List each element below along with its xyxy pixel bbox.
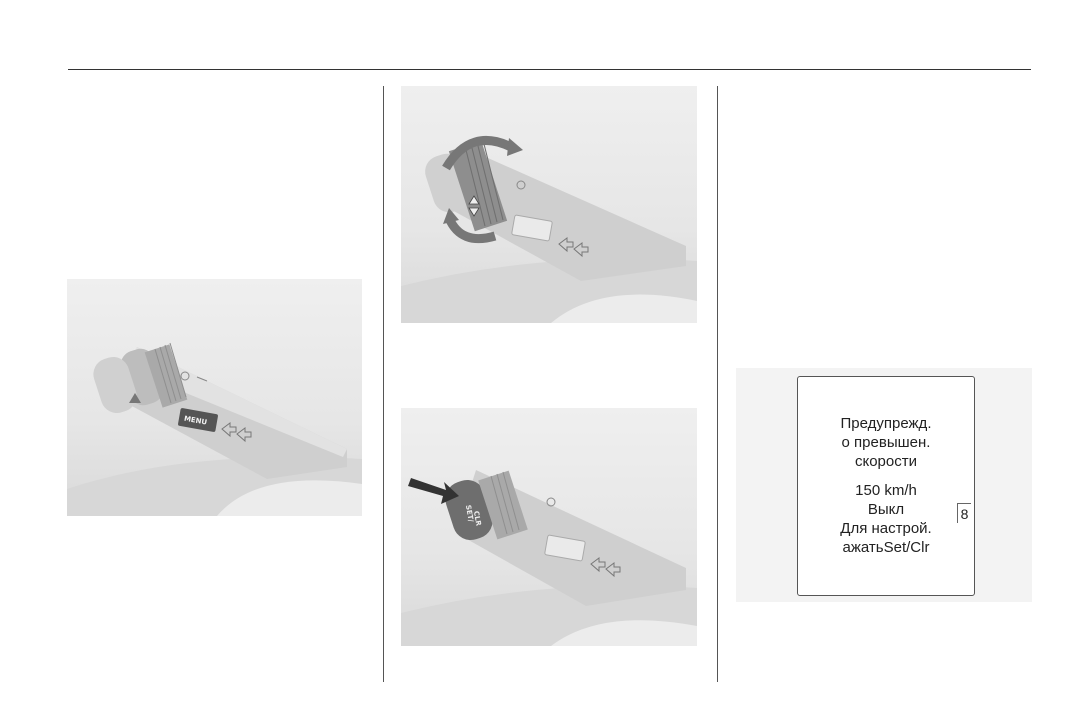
stalk-menu-illustration: [67, 279, 362, 516]
display-line-title-3: скорости: [854, 453, 917, 470]
set-button-label: SET/: [463, 504, 475, 523]
column-divider-right: [717, 86, 718, 682]
info-display-screen: [797, 376, 975, 596]
column-divider-left: [383, 86, 384, 682]
display-line-hint-2: ажатьSet/Clr: [842, 539, 930, 556]
menu-button-label: MENU: [183, 414, 208, 427]
display-page-indicator: 8: [957, 503, 971, 523]
display-line-title-1: Предупрежд.: [840, 415, 932, 432]
header-rule: [68, 69, 1031, 70]
stalk-rotate-illustration: [401, 86, 697, 323]
display-line-speed: 150 km/h: [855, 482, 917, 499]
stalk-set-clr-illustration: [401, 408, 697, 646]
display-line-title-2: о превышен.: [841, 434, 931, 451]
display-line-hint-1: Для настрой.: [840, 520, 932, 537]
clr-button-label: CLR: [471, 510, 483, 527]
display-line-status: Выкл: [867, 501, 905, 518]
